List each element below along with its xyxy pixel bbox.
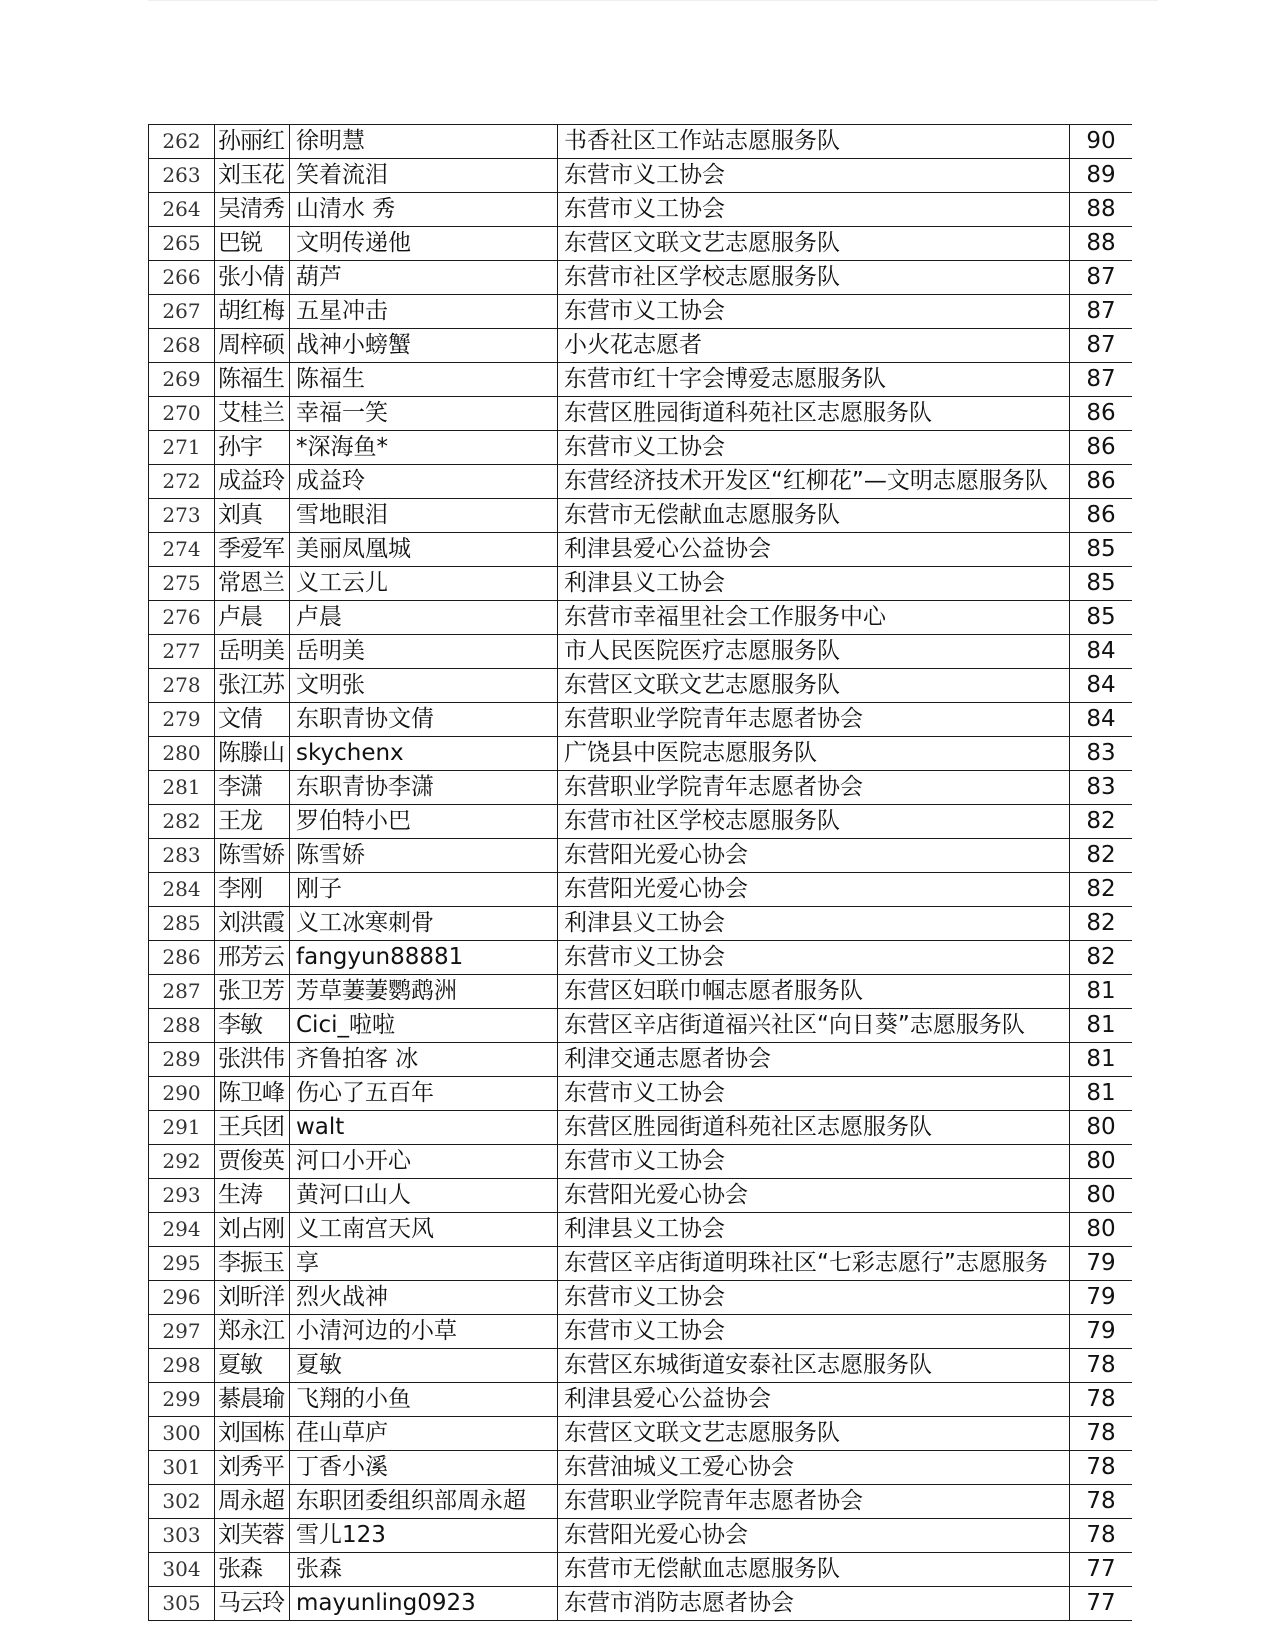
score-cell: 87 xyxy=(1070,295,1133,329)
table-row xyxy=(149,635,1133,669)
score-cell: 82 xyxy=(1070,873,1133,907)
real-name-cell: 李振玉 xyxy=(215,1247,290,1281)
row-number-cell: 265 xyxy=(149,227,215,261)
real-name-cell: 艾桂兰 xyxy=(215,397,290,431)
row-number-cell: 305 xyxy=(149,1587,215,1621)
real-name-cell: 郑永江 xyxy=(215,1315,290,1349)
organization-cell: 东营阳光爱心协会 xyxy=(558,1179,1070,1213)
table-row xyxy=(149,1281,1133,1315)
score-cell: 81 xyxy=(1070,1043,1133,1077)
row-number-cell: 262 xyxy=(149,125,215,159)
organization-cell: 东营市红十字会博爱志愿服务队 xyxy=(558,363,1070,397)
nickname-cell: 文明传递他 xyxy=(290,227,558,261)
row-number-cell: 289 xyxy=(149,1043,215,1077)
row-number-cell: 273 xyxy=(149,499,215,533)
table-row xyxy=(149,1077,1133,1111)
nickname-cell: 荏山草庐 xyxy=(290,1417,558,1451)
table-row xyxy=(149,703,1133,737)
table-row xyxy=(149,499,1133,533)
row-number-cell: 293 xyxy=(149,1179,215,1213)
real-name-cell: 刘洪霞 xyxy=(215,907,290,941)
table-row xyxy=(149,363,1133,397)
nickname-cell: 徐明慧 xyxy=(290,125,558,159)
score-cell: 79 xyxy=(1070,1315,1133,1349)
nickname-cell: 卢晨 xyxy=(290,601,558,635)
nickname-cell: fangyun88881 xyxy=(290,941,558,975)
row-number-cell: 292 xyxy=(149,1145,215,1179)
organization-cell: 利津县义工协会 xyxy=(558,567,1070,601)
organization-cell: 东营阳光爱心协会 xyxy=(558,839,1070,873)
score-cell: 82 xyxy=(1070,941,1133,975)
row-number-cell: 298 xyxy=(149,1349,215,1383)
row-number-cell: 267 xyxy=(149,295,215,329)
real-name-cell: 常恩兰 xyxy=(215,567,290,601)
nickname-cell: 丁香小溪 xyxy=(290,1451,558,1485)
real-name-cell: 张江苏 xyxy=(215,669,290,703)
row-number-cell: 270 xyxy=(149,397,215,431)
real-name-cell: 周永超 xyxy=(215,1485,290,1519)
real-name-cell: 周梓硕 xyxy=(215,329,290,363)
score-cell: 80 xyxy=(1070,1179,1133,1213)
row-number-cell: 263 xyxy=(149,159,215,193)
score-cell: 78 xyxy=(1070,1417,1133,1451)
score-cell: 78 xyxy=(1070,1451,1133,1485)
organization-cell: 书香社区工作站志愿服务队 xyxy=(558,125,1070,159)
nickname-cell: 刚子 xyxy=(290,873,558,907)
score-cell: 86 xyxy=(1070,397,1133,431)
row-number-cell: 266 xyxy=(149,261,215,295)
row-number-cell: 288 xyxy=(149,1009,215,1043)
real-name-cell: 綦晨瑜 xyxy=(215,1383,290,1417)
nickname-cell: 雪地眼泪 xyxy=(290,499,558,533)
table-row xyxy=(149,295,1133,329)
volunteer-ranking-table-wrapper xyxy=(148,124,1132,1632)
organization-cell: 东营市无偿献血志愿服务队 xyxy=(558,499,1070,533)
table-row xyxy=(149,941,1133,975)
nickname-cell: 陈福生 xyxy=(290,363,558,397)
table-row xyxy=(149,1417,1133,1451)
organization-cell: 东营市幸福里社会工作服务中心 xyxy=(558,601,1070,635)
table-row xyxy=(149,1111,1133,1145)
real-name-cell: 刘国栋 xyxy=(215,1417,290,1451)
real-name-cell: 陈卫峰 xyxy=(215,1077,290,1111)
real-name-cell: 陈滕山 xyxy=(215,737,290,771)
volunteer-ranking-table xyxy=(148,124,1132,1621)
table-row xyxy=(149,1383,1133,1417)
score-cell: 81 xyxy=(1070,1077,1133,1111)
table-row xyxy=(149,533,1133,567)
nickname-cell: 笑着流泪 xyxy=(290,159,558,193)
score-cell: 88 xyxy=(1070,193,1133,227)
table-row xyxy=(149,601,1133,635)
nickname-cell: 烈火战神 xyxy=(290,1281,558,1315)
nickname-cell: 义工冰寒刺骨 xyxy=(290,907,558,941)
real-name-cell: 巴锐 xyxy=(215,227,290,261)
organization-cell: 东营市义工协会 xyxy=(558,941,1070,975)
row-number-cell: 282 xyxy=(149,805,215,839)
organization-cell: 东营职业学院青年志愿者协会 xyxy=(558,703,1070,737)
organization-cell: 东营区辛店街道福兴社区“向日葵”志愿服务队 xyxy=(558,1009,1070,1043)
score-cell: 79 xyxy=(1070,1247,1133,1281)
row-number-cell: 286 xyxy=(149,941,215,975)
score-cell: 78 xyxy=(1070,1383,1133,1417)
score-cell: 88 xyxy=(1070,227,1133,261)
row-number-cell: 271 xyxy=(149,431,215,465)
row-number-cell: 291 xyxy=(149,1111,215,1145)
nickname-cell: Cici_啦啦 xyxy=(290,1009,558,1043)
organization-cell: 东营市社区学校志愿服务队 xyxy=(558,805,1070,839)
nickname-cell: *深海鱼* xyxy=(290,431,558,465)
table-row xyxy=(149,125,1133,159)
nickname-cell: 幸福一笑 xyxy=(290,397,558,431)
row-number-cell: 294 xyxy=(149,1213,215,1247)
row-number-cell: 284 xyxy=(149,873,215,907)
real-name-cell: 孙丽红 xyxy=(215,125,290,159)
nickname-cell: 芳草萋萋鹦鹉洲 xyxy=(290,975,558,1009)
score-cell: 81 xyxy=(1070,1009,1133,1043)
table-row xyxy=(149,669,1133,703)
nickname-cell: mayunling0923 xyxy=(290,1587,558,1621)
organization-cell: 东营区文联文艺志愿服务队 xyxy=(558,227,1070,261)
organization-cell: 东营职业学院青年志愿者协会 xyxy=(558,771,1070,805)
table-row xyxy=(149,397,1133,431)
real-name-cell: 王兵团 xyxy=(215,1111,290,1145)
nickname-cell: 享 xyxy=(290,1247,558,1281)
score-cell: 80 xyxy=(1070,1145,1133,1179)
table-row xyxy=(149,1213,1133,1247)
real-name-cell: 陈福生 xyxy=(215,363,290,397)
score-cell: 77 xyxy=(1070,1587,1133,1621)
table-row xyxy=(149,1587,1133,1621)
table-row xyxy=(149,1179,1133,1213)
table-row xyxy=(149,1519,1133,1553)
row-number-cell: 295 xyxy=(149,1247,215,1281)
organization-cell: 东营市义工协会 xyxy=(558,1315,1070,1349)
real-name-cell: 刘真 xyxy=(215,499,290,533)
score-cell: 78 xyxy=(1070,1519,1133,1553)
organization-cell: 东营区胜园街道科苑社区志愿服务队 xyxy=(558,1111,1070,1145)
nickname-cell: 葫芦 xyxy=(290,261,558,295)
table-body xyxy=(149,125,1133,1621)
real-name-cell: 吴清秀 xyxy=(215,193,290,227)
nickname-cell: 东职青协李潇 xyxy=(290,771,558,805)
table-row xyxy=(149,907,1133,941)
row-number-cell: 302 xyxy=(149,1485,215,1519)
score-cell: 85 xyxy=(1070,601,1133,635)
organization-cell: 东营市义工协会 xyxy=(558,193,1070,227)
organization-cell: 东营市义工协会 xyxy=(558,159,1070,193)
score-cell: 82 xyxy=(1070,839,1133,873)
table-row xyxy=(149,1349,1133,1383)
nickname-cell: skychenx xyxy=(290,737,558,771)
organization-cell: 利津县爱心公益协会 xyxy=(558,1383,1070,1417)
table-row xyxy=(149,227,1133,261)
row-number-cell: 285 xyxy=(149,907,215,941)
nickname-cell: 义工南宫天风 xyxy=(290,1213,558,1247)
nickname-cell: 岳明美 xyxy=(290,635,558,669)
nickname-cell: 五星冲击 xyxy=(290,295,558,329)
row-number-cell: 304 xyxy=(149,1553,215,1587)
organization-cell: 东营市义工协会 xyxy=(558,431,1070,465)
score-cell: 78 xyxy=(1070,1485,1133,1519)
organization-cell: 东营市义工协会 xyxy=(558,1077,1070,1111)
score-cell: 87 xyxy=(1070,363,1133,397)
organization-cell: 东营市社区学校志愿服务队 xyxy=(558,261,1070,295)
real-name-cell: 李潇 xyxy=(215,771,290,805)
score-cell: 82 xyxy=(1070,907,1133,941)
score-cell: 83 xyxy=(1070,737,1133,771)
real-name-cell: 李刚 xyxy=(215,873,290,907)
score-cell: 77 xyxy=(1070,1553,1133,1587)
nickname-cell: 齐鲁拍客 冰 xyxy=(290,1043,558,1077)
table-row xyxy=(149,431,1133,465)
organization-cell: 广饶县中医院志愿服务队 xyxy=(558,737,1070,771)
row-number-cell: 300 xyxy=(149,1417,215,1451)
nickname-cell: 罗伯特小巴 xyxy=(290,805,558,839)
table-row xyxy=(149,261,1133,295)
score-cell: 84 xyxy=(1070,703,1133,737)
real-name-cell: 刘秀平 xyxy=(215,1451,290,1485)
row-number-cell: 290 xyxy=(149,1077,215,1111)
organization-cell: 东营区文联文艺志愿服务队 xyxy=(558,1417,1070,1451)
score-cell: 87 xyxy=(1070,261,1133,295)
real-name-cell: 李敏 xyxy=(215,1009,290,1043)
score-cell: 86 xyxy=(1070,499,1133,533)
nickname-cell: 陈雪娇 xyxy=(290,839,558,873)
real-name-cell: 夏敏 xyxy=(215,1349,290,1383)
nickname-cell: 成益玲 xyxy=(290,465,558,499)
nickname-cell: 夏敏 xyxy=(290,1349,558,1383)
row-number-cell: 276 xyxy=(149,601,215,635)
row-number-cell: 303 xyxy=(149,1519,215,1553)
organization-cell: 东营区东城街道安泰社区志愿服务队 xyxy=(558,1349,1070,1383)
real-name-cell: 卢晨 xyxy=(215,601,290,635)
real-name-cell: 刘昕洋 xyxy=(215,1281,290,1315)
score-cell: 86 xyxy=(1070,465,1133,499)
table-row xyxy=(149,329,1133,363)
table-row xyxy=(149,1043,1133,1077)
score-cell: 84 xyxy=(1070,635,1133,669)
real-name-cell: 刘占刚 xyxy=(215,1213,290,1247)
score-cell: 84 xyxy=(1070,669,1133,703)
table-row xyxy=(149,1451,1133,1485)
real-name-cell: 陈雪娇 xyxy=(215,839,290,873)
organization-cell: 东营职业学院青年志愿者协会 xyxy=(558,1485,1070,1519)
nickname-cell: 山清水 秀 xyxy=(290,193,558,227)
organization-cell: 小火花志愿者 xyxy=(558,329,1070,363)
organization-cell: 东营市义工协会 xyxy=(558,295,1070,329)
nickname-cell: 义工云儿 xyxy=(290,567,558,601)
table-row xyxy=(149,839,1133,873)
table-row xyxy=(149,567,1133,601)
real-name-cell: 季爱军 xyxy=(215,533,290,567)
nickname-cell: 河口小开心 xyxy=(290,1145,558,1179)
score-cell: 79 xyxy=(1070,1281,1133,1315)
nickname-cell: 小清河边的小草 xyxy=(290,1315,558,1349)
score-cell: 80 xyxy=(1070,1213,1133,1247)
nickname-cell: 飞翔的小鱼 xyxy=(290,1383,558,1417)
organization-cell: 东营市义工协会 xyxy=(558,1145,1070,1179)
score-cell: 89 xyxy=(1070,159,1133,193)
organization-cell: 东营经济技术开发区“红柳花”—文明志愿服务队 xyxy=(558,465,1070,499)
nickname-cell: walt xyxy=(290,1111,558,1145)
real-name-cell: 张森 xyxy=(215,1553,290,1587)
organization-cell: 东营区胜园街道科苑社区志愿服务队 xyxy=(558,397,1070,431)
real-name-cell: 张小倩 xyxy=(215,261,290,295)
row-number-cell: 264 xyxy=(149,193,215,227)
row-number-cell: 272 xyxy=(149,465,215,499)
row-number-cell: 279 xyxy=(149,703,215,737)
row-number-cell: 277 xyxy=(149,635,215,669)
score-cell: 78 xyxy=(1070,1349,1133,1383)
score-cell: 85 xyxy=(1070,533,1133,567)
row-number-cell: 296 xyxy=(149,1281,215,1315)
score-cell: 82 xyxy=(1070,805,1133,839)
score-cell: 81 xyxy=(1070,975,1133,1009)
real-name-cell: 文倩 xyxy=(215,703,290,737)
organization-cell: 东营区辛店街道明珠社区“七彩志愿行”志愿服务 xyxy=(558,1247,1070,1281)
row-number-cell: 287 xyxy=(149,975,215,1009)
table-row xyxy=(149,1145,1133,1179)
table-row xyxy=(149,465,1133,499)
organization-cell: 利津县爱心公益协会 xyxy=(558,533,1070,567)
real-name-cell: 孙宇 xyxy=(215,431,290,465)
row-number-cell: 278 xyxy=(149,669,215,703)
real-name-cell: 成益玲 xyxy=(215,465,290,499)
nickname-cell: 伤心了五百年 xyxy=(290,1077,558,1111)
organization-cell: 市人民医院医疗志愿服务队 xyxy=(558,635,1070,669)
nickname-cell: 战神小螃蟹 xyxy=(290,329,558,363)
table-row xyxy=(149,1485,1133,1519)
row-number-cell: 275 xyxy=(149,567,215,601)
table-row xyxy=(149,975,1133,1009)
row-number-cell: 281 xyxy=(149,771,215,805)
nickname-cell: 美丽凤凰城 xyxy=(290,533,558,567)
score-cell: 83 xyxy=(1070,771,1133,805)
real-name-cell: 生涛 xyxy=(215,1179,290,1213)
score-cell: 86 xyxy=(1070,431,1133,465)
scan-edge-line xyxy=(148,0,1158,1)
score-cell: 87 xyxy=(1070,329,1133,363)
score-cell: 85 xyxy=(1070,567,1133,601)
row-number-cell: 274 xyxy=(149,533,215,567)
row-number-cell: 301 xyxy=(149,1451,215,1485)
real-name-cell: 贾俊英 xyxy=(215,1145,290,1179)
real-name-cell: 胡红梅 xyxy=(215,295,290,329)
real-name-cell: 王龙 xyxy=(215,805,290,839)
real-name-cell: 邢芳云 xyxy=(215,941,290,975)
table-row xyxy=(149,1315,1133,1349)
row-number-cell: 269 xyxy=(149,363,215,397)
real-name-cell: 马云玲 xyxy=(215,1587,290,1621)
real-name-cell: 张洪伟 xyxy=(215,1043,290,1077)
nickname-cell: 文明张 xyxy=(290,669,558,703)
score-cell: 90 xyxy=(1070,125,1133,159)
organization-cell: 东营市消防志愿者协会 xyxy=(558,1587,1070,1621)
table-row xyxy=(149,1009,1133,1043)
row-number-cell: 297 xyxy=(149,1315,215,1349)
organization-cell: 东营阳光爱心协会 xyxy=(558,873,1070,907)
table-row xyxy=(149,193,1133,227)
table-row xyxy=(149,159,1133,193)
row-number-cell: 299 xyxy=(149,1383,215,1417)
organization-cell: 利津交通志愿者协会 xyxy=(558,1043,1070,1077)
table-row xyxy=(149,805,1133,839)
organization-cell: 东营市无偿献血志愿服务队 xyxy=(558,1553,1070,1587)
organization-cell: 利津县义工协会 xyxy=(558,1213,1070,1247)
table-row xyxy=(149,1553,1133,1587)
table-row xyxy=(149,873,1133,907)
organization-cell: 东营油城义工爱心协会 xyxy=(558,1451,1070,1485)
organization-cell: 东营区妇联巾帼志愿者服务队 xyxy=(558,975,1070,1009)
organization-cell: 东营阳光爱心协会 xyxy=(558,1519,1070,1553)
real-name-cell: 刘玉花 xyxy=(215,159,290,193)
nickname-cell: 东职团委组织部周永超 xyxy=(290,1485,558,1519)
table-row xyxy=(149,737,1133,771)
organization-cell: 东营区文联文艺志愿服务队 xyxy=(558,669,1070,703)
row-number-cell: 280 xyxy=(149,737,215,771)
table-row xyxy=(149,771,1133,805)
real-name-cell: 张卫芳 xyxy=(215,975,290,1009)
table-row xyxy=(149,1247,1133,1281)
organization-cell: 利津县义工协会 xyxy=(558,907,1070,941)
row-number-cell: 283 xyxy=(149,839,215,873)
nickname-cell: 东职青协文倩 xyxy=(290,703,558,737)
nickname-cell: 黄河口山人 xyxy=(290,1179,558,1213)
organization-cell: 东营市义工协会 xyxy=(558,1281,1070,1315)
nickname-cell: 雪儿123 xyxy=(290,1519,558,1553)
nickname-cell: 张森 xyxy=(290,1553,558,1587)
score-cell: 80 xyxy=(1070,1111,1133,1145)
row-number-cell: 268 xyxy=(149,329,215,363)
real-name-cell: 岳明美 xyxy=(215,635,290,669)
real-name-cell: 刘芙蓉 xyxy=(215,1519,290,1553)
